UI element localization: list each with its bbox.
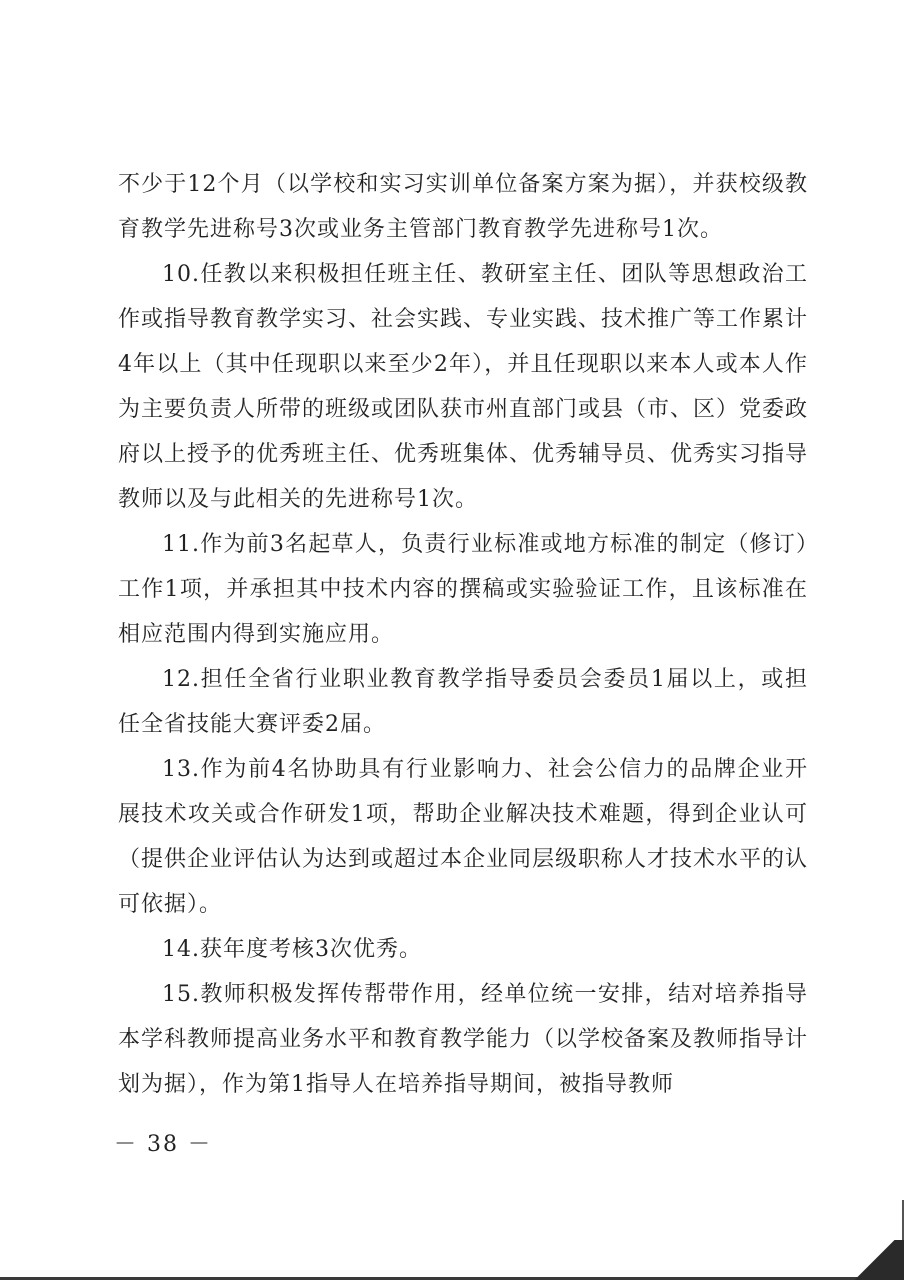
list-item-10: 10.任教以来积极担任班主任、教研室主任、团队等思想政治工作或指导教育教学实习、社会实践、专业实践、技术推广等工作累计4年以上（其中任现职以来至少2年），并且任现职以来本人或本人作为主要负责人所带的班级或团队获市州直部门或县（市、区）党委政府以上授予的优秀班主任、优秀班集体、优秀辅导员、优秀实习指导教师以及与此相关的先进称号1次。 [118,262,809,512]
list-item-15: 15.教师积极发挥传帮带作用，经单位统一安排，结对培养指导本学科教师提高业务水平和教育教学能力（以学校备案及教师指导计划为据），作为第1指导人在培养指导期间，被指导教师 [118,982,809,1097]
list-item-13: 13.作为前4名协助具有行业影响力、社会公信力的品牌企业开展技术攻关或合作研发1项，帮助企业解决技术难题，得到企业认可（提供企业评估认为达到或超过本企业同层级职称人才技术水平的认可依据）。 [118,757,809,917]
list-item-11: 11.作为前3名起草人，负责行业标准或地方标准的制定（修订）工作1项，并承担其中技术内容的撰稿或实验验证工作，且该标准在相应范围内得到实施应用。 [118,532,808,647]
list-item-12: 12.担任全省行业职业教育教学指导委员会委员1届以上，或担任全省技能大赛评委2届。 [118,667,808,737]
document-body [118,162,808,1107]
list-item-14: 14.获年度考核3次优秀。 [162,937,422,962]
paragraph-continued: 不少于12个月（以学校和实习实训单位备案方案为据），并获校级教育教学先进称号3次或业务主管部门教育教学先进称号1次。 [118,172,808,242]
page-corner-shadow [844,1240,904,1280]
page-number: － 38 － [114,1132,212,1157]
